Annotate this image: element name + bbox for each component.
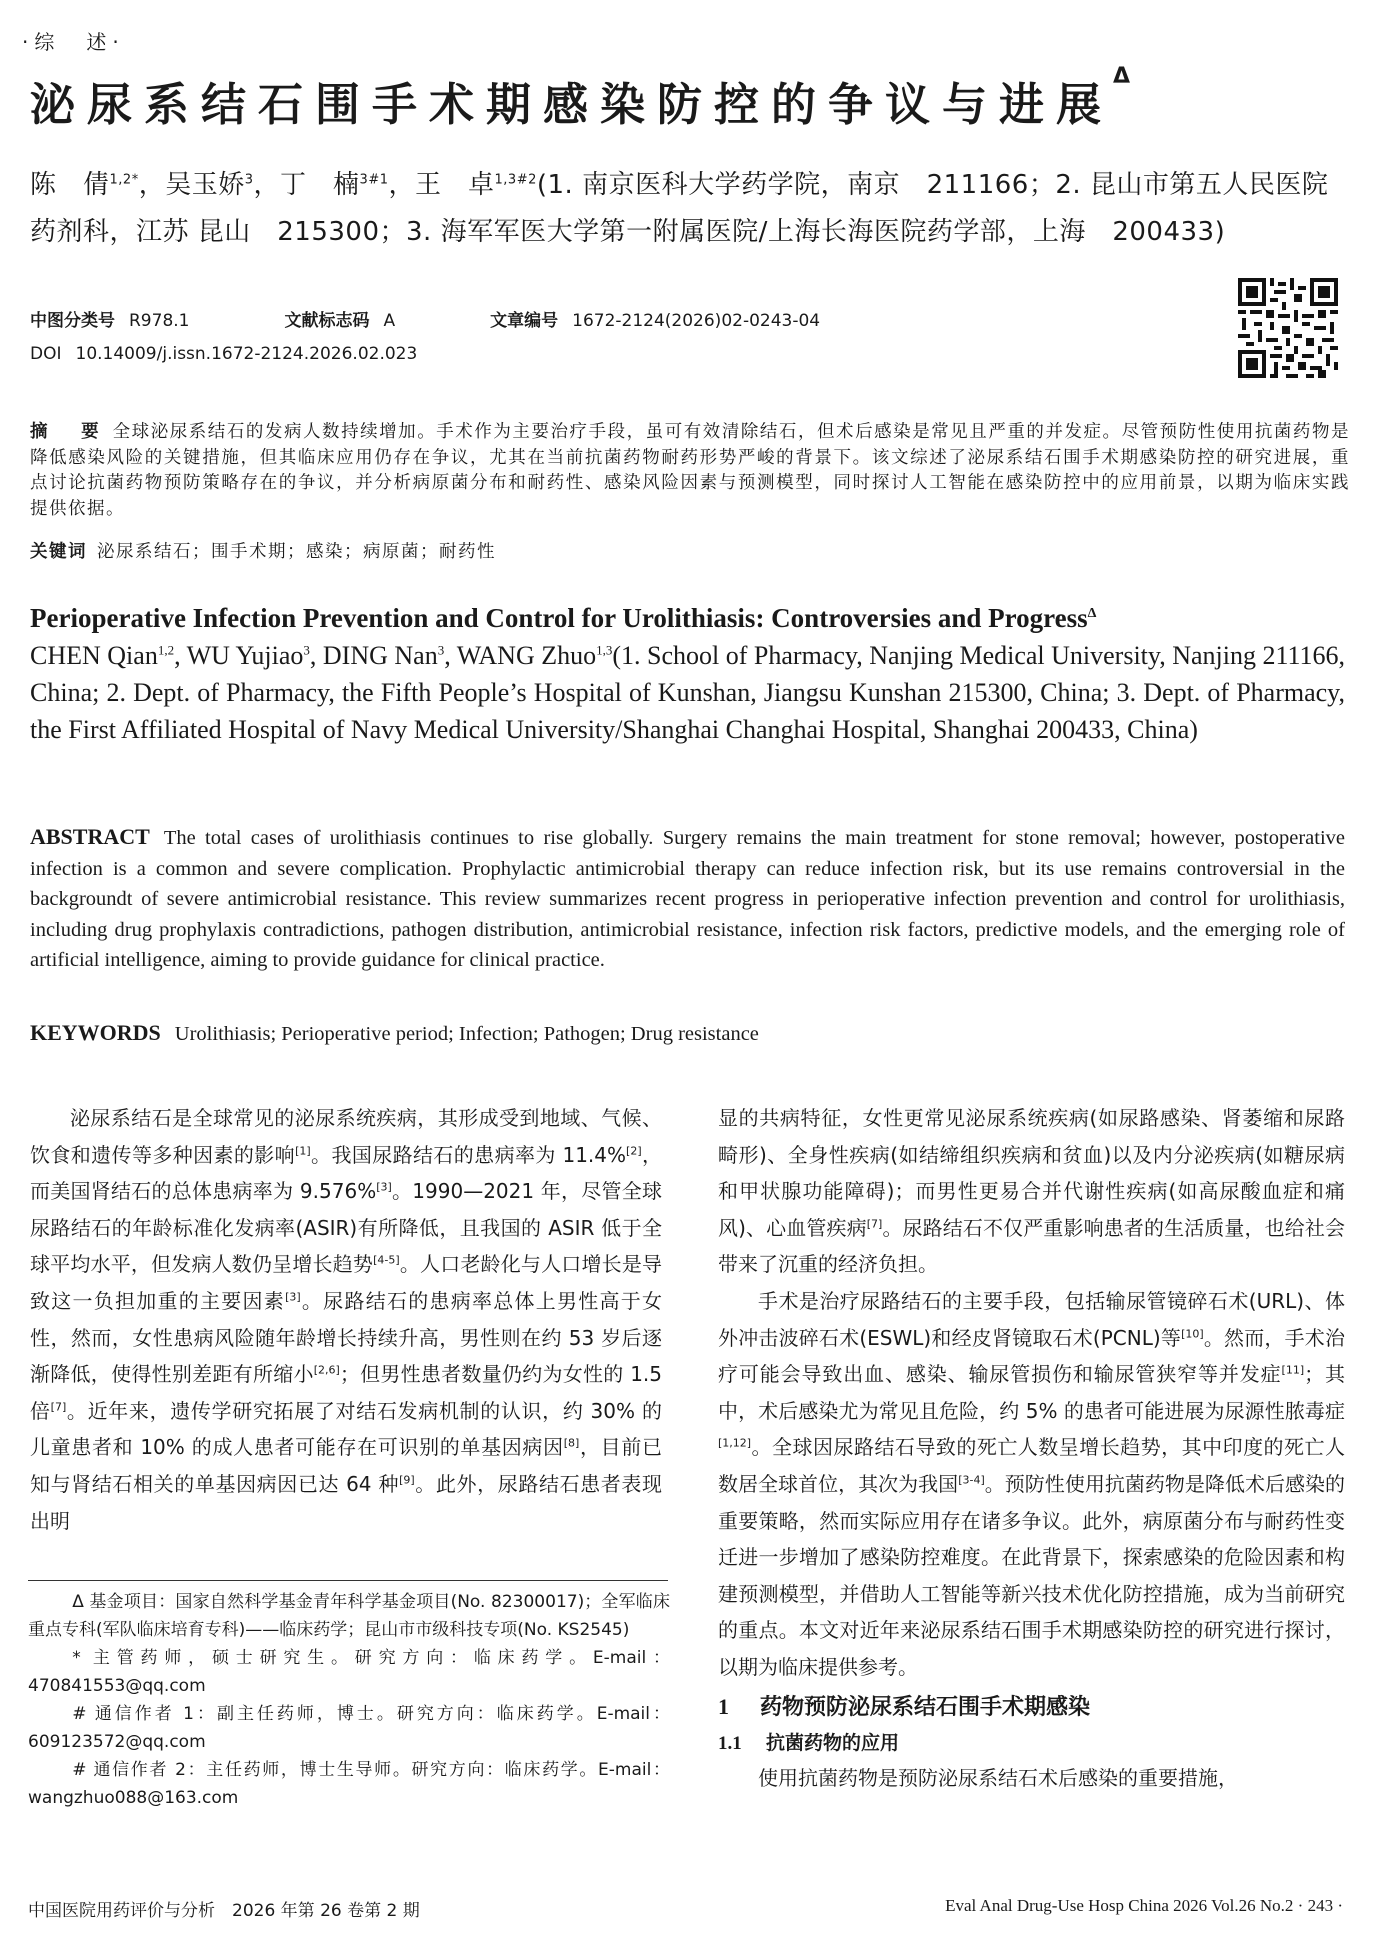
text-run: 手术是治疗尿路结石的主要手段，包括输尿管镜碎石术(URL)、体外冲击波碎石术(ESWL)和经皮肾镜取石术(PCNL)等 (718, 1288, 1345, 1350)
citation-ref[interactable]: [1] (295, 1143, 311, 1157)
abstract-en (30, 822, 1345, 976)
author-en: DING Nan (322, 641, 438, 670)
text-run: 。人口老龄化与人口增长是导致这一负担加重的主要因素 (30, 1252, 663, 1313)
text-run: 。我国尿路结石的患病率为 11.4% (310, 1142, 627, 1167)
text-run: 泌尿系结石是全球常见的泌尿系统疾病，其形成受到地域、气候、饮食和遗传等多种因素的影响 (30, 1106, 662, 1167)
citation-ref[interactable]: [2,6] (313, 1363, 340, 1377)
affiliations-cn: (1. 南京医科大学药学院，南京 211166；2. 昆山市第五人民医院药剂科，江苏 昆山 215300；3. 海军军医大学第一附属医院/上海长海医院药学部，上海 200433) (30, 170, 1329, 247)
keywords-cn-text: 泌尿系结石；围手术期；感染；病原菌；耐药性 (97, 542, 496, 562)
abstract-cn (30, 420, 1350, 522)
author-affil-sup: 1,2 (157, 642, 175, 658)
text-run: 。近年来，遗传学研究拓展了对结石发病机制的认识，约 30% 的儿童患者和 10% 的成人患者可能存在可识别的单基因病因 (30, 1398, 663, 1460)
paragraph (718, 1283, 1345, 1686)
author-affil-sup: 1,2* (109, 172, 139, 188)
text-run: 。1990—2021 年，尽管全球尿路结石的年龄标准化发病率(ASIR)有所降低，且我国的 ASIR 低于全球平均水平，但发病人数仍呈增长趋势 (30, 1179, 662, 1277)
paragraph: 使用抗菌药物是预防泌尿系结石术后感染的重要措施， (758, 1765, 1238, 1790)
text-run: ；但男性患者数量仍约为女性的 1.5 倍 (30, 1362, 663, 1423)
author: 陈 倩 (30, 170, 110, 200)
abstract-en-label: ABSTRACT (30, 824, 150, 849)
author-en: WU Yujiao (186, 641, 304, 670)
text-run: 。全球因尿路结石导致的死亡人数呈增长趋势，其中印度的死亡人数居全球首位，其次为我国 (718, 1435, 1345, 1496)
authors-en: CHEN Qian$^{1,2}$, WU Yujiao$^3$, DING Nan$^3$, WANG Zhuo$^{1,3}$(1. School of Pharmacy, Nanjing Medical University, Nanjing 211166, China; 2. Dept. of Pharmacy, the Fifth People’s Hospital of Kunshan, Jiangsu Kunshan 215300, China; 3. Dept. of Pharmacy, the First Affiliated Hospital of Navy Medical University/Shanghai Changhai Hospital, Shanghai 200433, China) (30, 641, 1346, 744)
keywords-en-label: KEYWORDS (30, 1020, 161, 1045)
classification-row (30, 306, 820, 331)
abstract-cn-label: 摘 要 (30, 422, 107, 442)
author-en: WANG Zhuo (456, 641, 597, 670)
text-run: ，目前已知与肾结石相关的单基因病因已达 64 种 (30, 1435, 662, 1496)
citation-ref[interactable]: [10] (1181, 1326, 1204, 1340)
citation-ref[interactable]: [3] (285, 1290, 301, 1304)
heading-text: 药物预防泌尿系结石围手术期感染 (760, 1694, 1091, 1720)
footnote-first-author: * 主管药师，硕士研究生。研究方向：临床药学。E-mail：470841553@qq.com (28, 1648, 670, 1696)
citation-ref[interactable]: [8] (563, 1436, 580, 1450)
affiliations-en: (1. School of Pharmacy, Nanjing Medical University, Nanjing 211166, China; 2. Dept. of Pharmacy, the Fifth People’s Hospital of Kunshan, Jiangsu Kunshan 215300, China; 3. Dept. of Pharmacy, the First Affiliated Hospital of Navy Medical University/Shanghai Changhai Hospital, Shanghai 200433, China) (30, 641, 1346, 744)
text-run: 。预防性使用抗菌药物是降低术后感染的重要策略，然而实际应用存在诸多争议。此外，病原菌分布与耐药性变迁进一步增加了感染防控难度。在此背景下，探索感染的危险因素和构建预测模型，并借助人工智能等新兴技术优化防控措施，成为当前研究的重点。本文对近年来泌尿系结石围手术期感染防控的研究进行探讨，以期为临床提供参考。 (718, 1471, 1346, 1679)
qr-code-icon (1238, 278, 1338, 378)
footnotes (28, 1588, 670, 1812)
text-run: 显的共病特征，女性更常见泌尿系统疾病(如尿路感染、肾萎缩和尿路畸形)、全身性疾病(如结缔组织疾病和贫血)以及内分泌疾病(如糖尿病和甲状腺功能障碍)；而男性更易合并代谢性疾病(如高尿酸血症和痛风)、心血管疾病 (718, 1106, 1345, 1240)
title-en-text: Perioperative Infection Prevention and Control for Urolithiasis: Controversies and Progress (30, 603, 1088, 633)
citation-ref[interactable]: [7] (866, 1217, 883, 1231)
author-affil-sup: 3 (303, 642, 310, 658)
heading-number: 1.1 (718, 1732, 742, 1754)
doi-value[interactable]: 10.14009/j.issn.1672-2124.2026.02.023 (75, 344, 418, 364)
article-no-value: 1672-2124(2026)02-0243-04 (572, 311, 821, 331)
doc-code-label: 文献标志码 (284, 311, 370, 331)
citation-ref[interactable]: [3-4] (958, 1473, 985, 1487)
paragraph (718, 1100, 1345, 1283)
doi-row (30, 344, 417, 364)
title-text: 泌尿系结石围手术期感染防控的争议与进展 (30, 78, 1114, 131)
body-column-right (718, 1100, 1345, 1796)
authors-cn: 陈 倩$^{1,2*}$，吴玉娇$^3$，丁 楠$^{3\#1}$，王 卓$^{1,3\#2}$(1. 南京医科大学药学院，南京 211166；2. 昆山市第五人民医院药剂科，江苏 昆山 215300；3. 海军军医大学第一附属医院/上海长海医院药学部，上海 200433) (30, 170, 1329, 247)
keywords-cn-label: 关键词 (30, 542, 87, 562)
clc-value: R978.1 (129, 311, 190, 331)
text-run: 。尿路结石不仅严重影响患者的生活质量，也给社会带来了沉重的经济负担。 (718, 1215, 1345, 1277)
citation-ref[interactable]: [7] (50, 1400, 67, 1414)
body-column-left (30, 1100, 662, 1539)
citation-ref[interactable]: [4-5] (373, 1253, 400, 1267)
keywords-en (30, 1020, 759, 1046)
author-affil-sup: 1,3#2 (494, 172, 537, 188)
footnote-divider (28, 1580, 668, 1581)
keywords-cn (30, 538, 496, 563)
author-en: CHEN Qian (30, 641, 158, 670)
abstract-en-text: The total cases of urolithiasis continues to rise globally. Surgery remains the main treatment for stone removal; however, postoperative infection is a common and severe complication. Prophylactic antimicrobial therapy can reduce infection risk, but its use remains controversial in the backgroundt of severe antimicrobial resistance. This review summarizes recent progress in perioperative infection prevention and control for urolithiasis, including drug prophylaxis contradictions, pathogen distribution, antimicrobial resistance, infection risk factors, predictive models, and the emerging role of artificial intelligence, aiming to provide guidance for clinical practice. (30, 827, 1345, 971)
text-run: ；其中，术后感染尤为常见且危险，约 5% 的患者可能进展为尿源性脓毒症 (718, 1362, 1346, 1423)
author: 吴玉娇 (165, 170, 245, 200)
text-run: 。尿路结石的患病率总体上男性高于女性，然而，女性患病风险随年龄增长持续升高，男性则在约 53 岁后逐渐降低，使得性别差距有所缩小 (30, 1288, 663, 1387)
footnote-corresponding-2: # 通信作者 2：主任药师，博士生导师。研究方向：临床药学。E-mail：wangzhuo088@163.com (28, 1760, 670, 1808)
citation-ref[interactable]: [9] (399, 1473, 415, 1487)
section-tag: ·综 述· (22, 30, 125, 54)
text-run: ，而美国肾结石的总体患病率为 9.576% (30, 1142, 663, 1204)
doc-code-value: A (383, 311, 396, 331)
footnote-corresponding-1: # 通信作者 1：副主任药师，博士。研究方向：临床药学。E-mail：609123572@qq.com (28, 1704, 670, 1752)
text-run: 。此外，尿路结石患者表现出明 (30, 1471, 662, 1533)
footer-journal-en: Eval Anal Drug-Use Hosp China 2026 Vol.26 No.2 · 243 · (945, 1896, 1343, 1915)
author-affil-sup: 1,3 (596, 642, 613, 658)
author-affil-sup: 3 (437, 642, 445, 658)
fund-mark: Δ (1087, 606, 1097, 621)
footnote-fund: Δ 基金项目：国家自然科学基金青年科学基金项目(No. 82300017)；全军临床重点专科(军队临床培育专科)——临床药学；昆山市市级科技专项(No. KS2545) (28, 1592, 670, 1640)
heading-number: 1 (718, 1693, 729, 1719)
citation-ref[interactable]: [11] (1281, 1363, 1305, 1377)
heading-text: 抗菌药物的应用 (766, 1731, 900, 1754)
clc-label: 中图分类号 (30, 311, 115, 331)
page-title-cn (30, 64, 1131, 133)
citation-ref[interactable]: [1,12] (718, 1436, 752, 1450)
citation-ref[interactable]: [3] (376, 1180, 392, 1194)
section-heading-1 (718, 1688, 1345, 1727)
keywords-en-text: Urolithiasis; Perioperative period; Infection; Pathogen; Drug resistance (174, 1023, 759, 1045)
fund-mark: Δ (1113, 64, 1131, 89)
author-affil-sup: 3 (244, 172, 254, 188)
author-affil-sup: 3#1 (359, 172, 389, 188)
text-run: 。然而，手术治疗可能会导致出血、感染、输尿管损伤和输尿管狭窄等并发症 (718, 1325, 1346, 1387)
doi-label: DOI (30, 344, 62, 364)
section-heading-1-1 (718, 1727, 1345, 1760)
abstract-cn-text: 全球泌尿系结石的发病人数持续增加。手术作为主要治疗手段，虽可有效清除结石，但术后感染是常见且严重的并发症。尽管预防性使用抗菌药物是降低感染风险的关键措施，但其临床应用仍存在争议，尤其在当前抗菌药物耐药形势严峻的背景下。该文综述了泌尿系结石围手术期感染防控的研究进展，重点讨论抗菌药物预防策略存在的争议，并分析病原菌分布和耐药性、感染风险因素与预测模型，同时探讨人工智能在感染防控中的应用前景，以期为临床实践提供依据。 (30, 422, 1351, 519)
paragraph (30, 1100, 662, 1539)
article-no-label: 文章编号 (490, 311, 559, 331)
footer-journal-cn: 中国医院用药评价与分析 2026 年第 26 卷第 2 期 (28, 1901, 420, 1921)
author: 王 卓 (415, 170, 495, 200)
author: 丁 楠 (280, 170, 360, 200)
citation-ref[interactable]: [2] (626, 1143, 642, 1157)
page-title-en (30, 603, 1096, 634)
